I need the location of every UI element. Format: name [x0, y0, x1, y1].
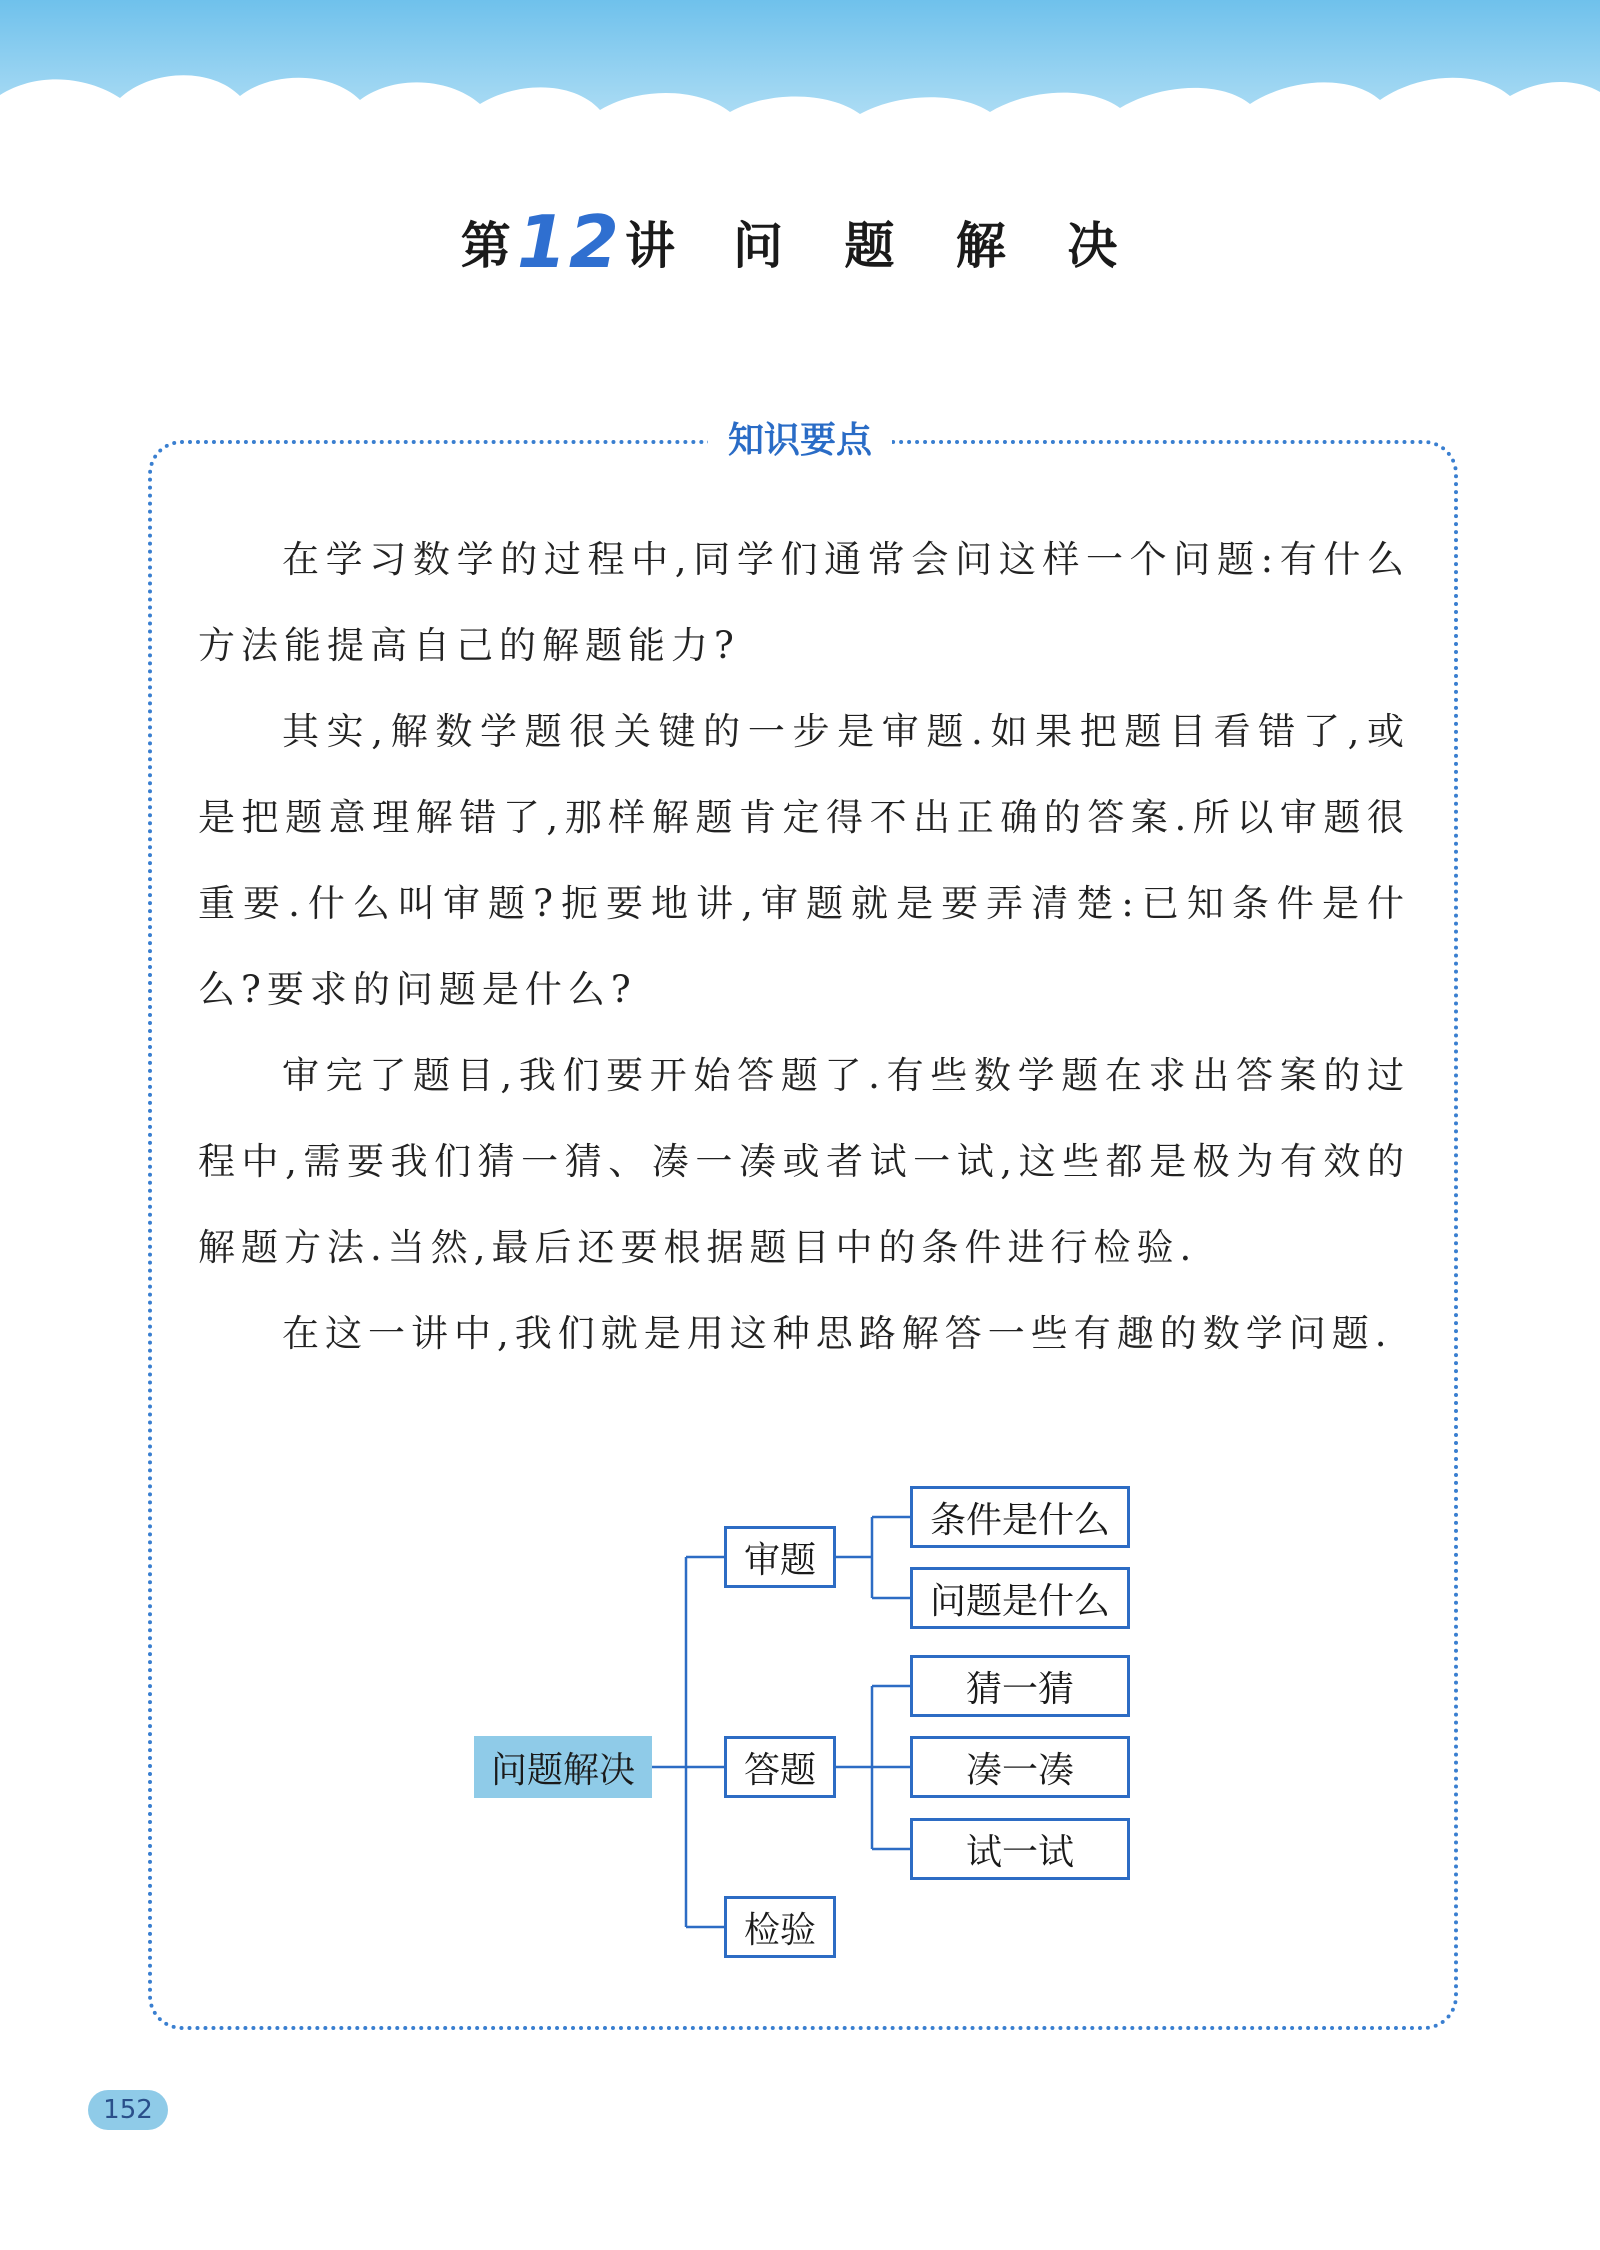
branch-node-shenti: 审题 [724, 1526, 836, 1588]
leaf-node: 条件是什么 [910, 1486, 1130, 1548]
branch-node-jianyan: 检验 [724, 1896, 836, 1958]
knowledge-text [198, 517, 1410, 1377]
lecture-title [0, 200, 1600, 284]
cloud-header-decoration [0, 0, 1600, 170]
lecture-topic: 问 题 解 决 [732, 217, 1140, 275]
leaf-node: 凑一凑 [910, 1736, 1130, 1798]
leaf-node: 试一试 [910, 1818, 1130, 1880]
title-suffix: 讲 [624, 217, 677, 275]
lecture-number: 12 [516, 200, 621, 284]
page-number-badge: 152 [88, 2090, 168, 2130]
leaf-node: 问题是什么 [910, 1567, 1130, 1629]
paragraph: 其实,解数学题很关键的一步是审题.如果把题目看错了,或是把题意理解错了,那样解题肯定得不出正确的答案.所以审题很重要.什么叫审题?扼要地讲,审题就是要弄清楚:已知条件是什么?要求的问题是什么? [198, 710, 1410, 1011]
branch-node-dati: 答题 [724, 1736, 836, 1798]
paragraph: 审完了题目,我们要开始答题了.有些数学题在求出答案的过程中,需要我们猜一猜、凑一凑或者试一试,这些都是极为有效的解题方法.当然,最后还要根据题目中的条件进行检验. [198, 1054, 1410, 1269]
section-label: 知识要点 [708, 412, 892, 463]
paragraph: 在学习数学的过程中,同学们通常会问这样一个问题:有什么方法能提高自己的解题能力? [198, 538, 1410, 667]
diagram-root-node: 问题解决 [474, 1736, 652, 1798]
paragraph: 在这一讲中,我们就是用这种思路解答一些有趣的数学问题. [282, 1312, 1393, 1355]
leaf-node: 猜一猜 [910, 1655, 1130, 1717]
title-prefix: 第 [460, 217, 513, 275]
